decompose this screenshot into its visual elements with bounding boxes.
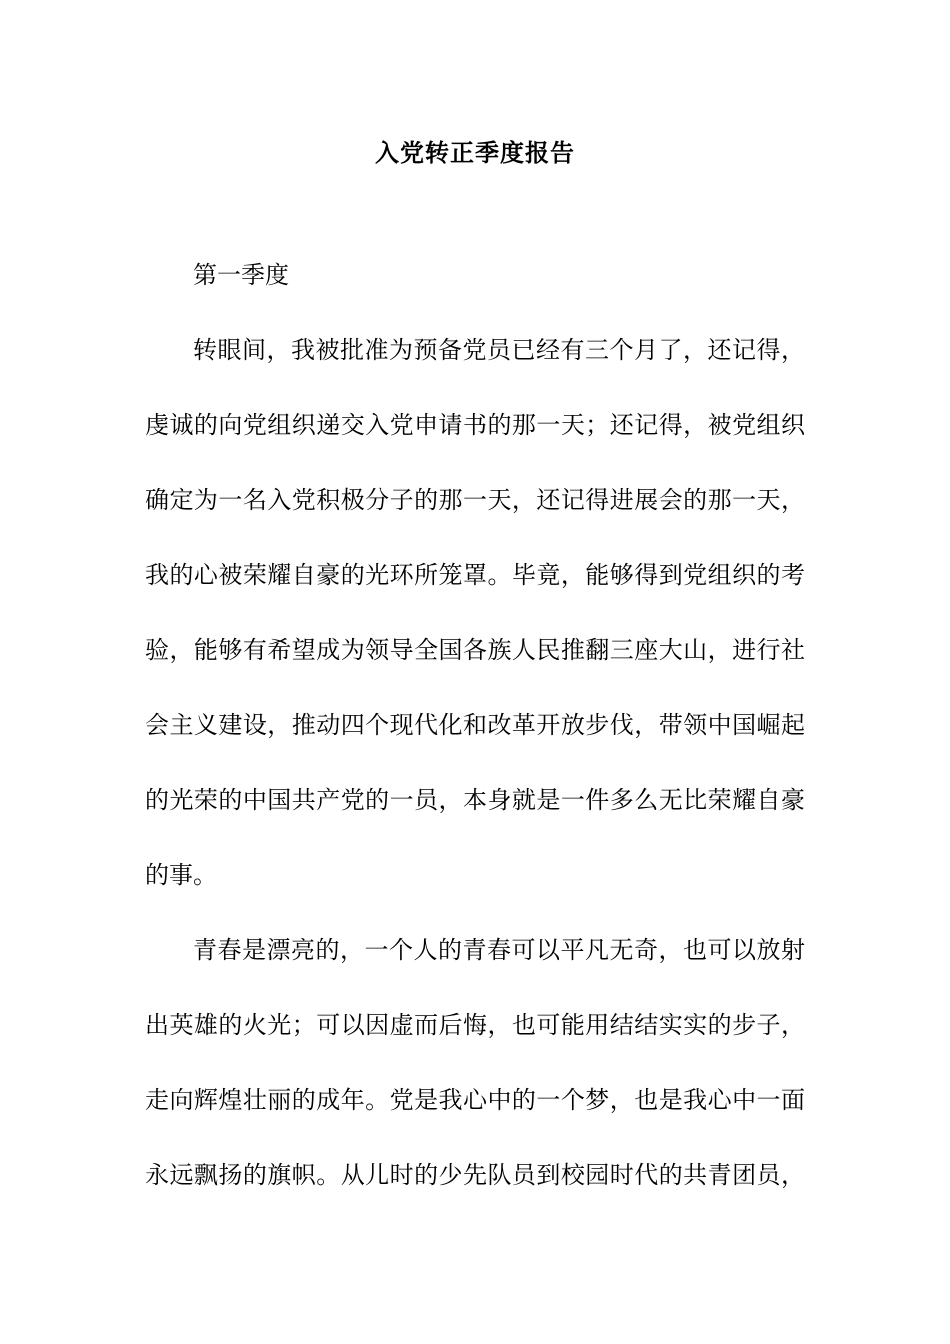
document-title: 入党转正季度报告	[375, 138, 575, 167]
paragraph-line: 的事。	[145, 861, 217, 889]
paragraph-line: 的光荣的中国共产党的一员，本身就是一件多么无比荣耀自豪	[145, 786, 805, 814]
paragraph-line: 验，能够有希望成为领导全国各族人民推翻三座大山，进行社	[145, 636, 805, 664]
paragraph-line: 转眼间，我被批准为预备党员已经有三个月了，还记得，	[193, 336, 805, 364]
section-heading: 第一季度	[193, 261, 289, 289]
paragraph-line: 我的心被荣耀自豪的光环所笼罩。毕竟，能够得到党组织的考	[145, 561, 805, 589]
paragraph-line: 虔诚的向党组织递交入党申请书的那一天；还记得，被党组织	[145, 411, 805, 439]
paragraph-line: 青春是漂亮的，一个人的青春可以平凡无奇，也可以放射	[193, 936, 805, 964]
paragraph-line: 永远飘扬的旗帜。从儿时的少先队员到校园时代的共青团员，	[145, 1161, 805, 1189]
document-body	[145, 250, 805, 1225]
paragraph-line: 会主义建设，推动四个现代化和改革开放步伐，带领中国崛起	[145, 711, 805, 739]
paragraph-line: 确定为一名入党积极分子的那一天，还记得进展会的那一天，	[145, 486, 805, 514]
paragraph-line: 走向辉煌壮丽的成年。党是我心中的一个梦，也是我心中一面	[145, 1086, 805, 1114]
paragraph-line: 出英雄的火光；可以因虚而后悔，也可能用结结实实的步子，	[145, 1011, 805, 1039]
